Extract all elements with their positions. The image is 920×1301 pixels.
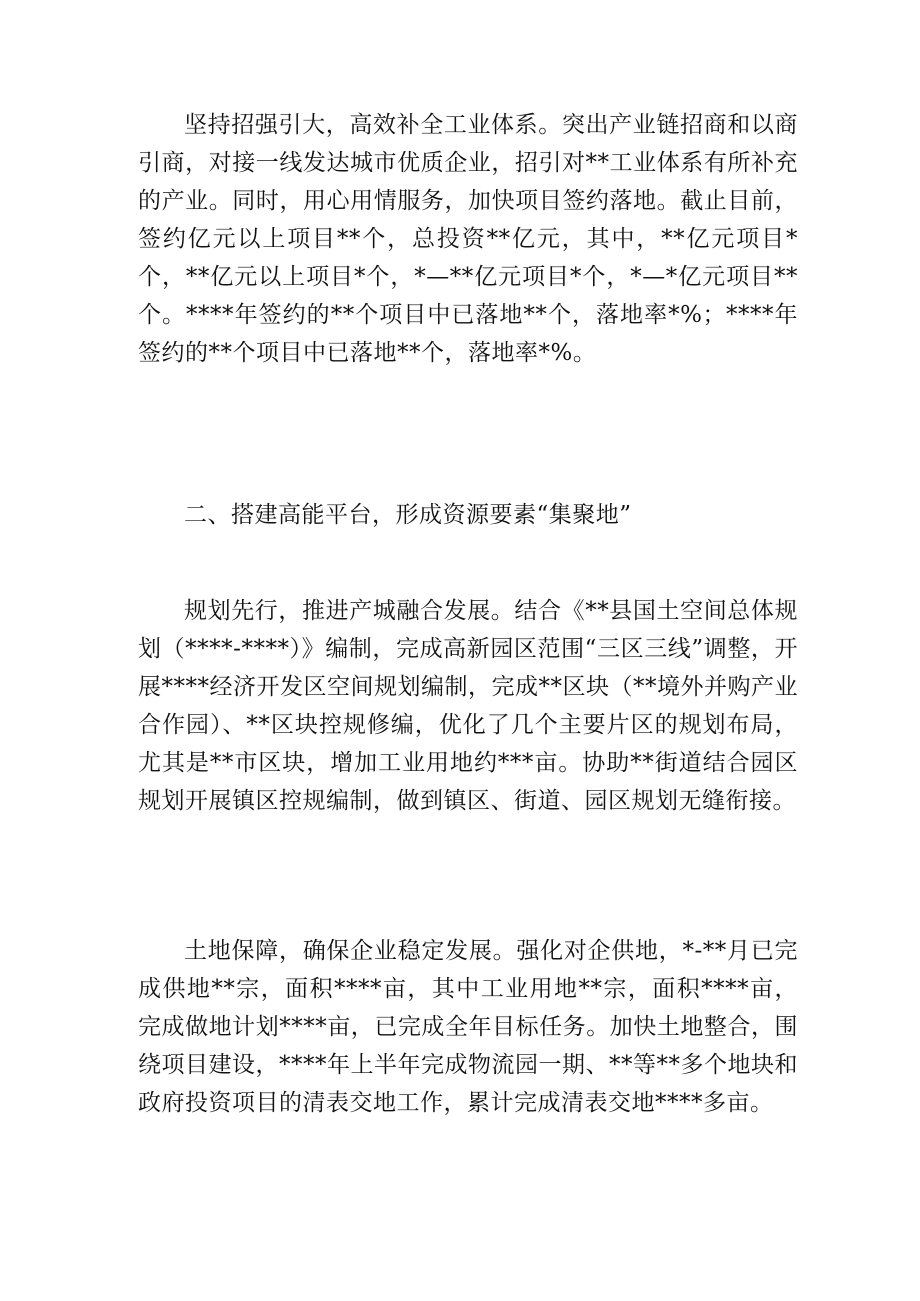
section-heading-platform: 二、搭建高能平台，形成资源要素“集聚地” (184, 502, 632, 528)
paragraph-planning: 规划先行，推进产城融合发展。结合《**县国土空间总体规划（****-****）》编制，完成高新园区范围“三区三线”调整，开展****经济开发区空间规划编制，完成**区块（**境外并购产业合作园）、**区块控规修编，优化了几个主要片区的规划布局，尤其是**市区块，增加工业用地约***亩。协助**街道结合园区规划开展镇区控规编制，做到镇区、街道、园区规划无缝衔接。 (138, 598, 798, 814)
paragraph-land: 土地保障，确保企业稳定发展。强化对企供地，*-**月已完成供地**宗，面积****亩，其中工业用地**宗，面积****亩，完成做地计划****亩，已完成全年目标任务。加快土地整合，围绕项目建设，****年上半年完成物流园一期、**等**多个地块和政府投资项目的清表交地工作，累计完成清表交地****多亩。 (138, 938, 798, 1116)
paragraph-investment: 坚持招强引大，高效补全工业体系。突出产业链招商和以商引商，对接一线发达城市优质企业，招引对**工业体系有所补充的产业。同时，用心用情服务，加快项目签约落地。截止目前，签约亿元以上项目**个，总投资**亿元，其中，**亿元项目*个，**亿元以上项目*个，*—**亿元项目*个，*—*亿元项目**个。****年签约的**个项目中已落地**个，落地率*%；****年签约的**个项目中已落地**个，落地率*%。 (138, 112, 798, 366)
